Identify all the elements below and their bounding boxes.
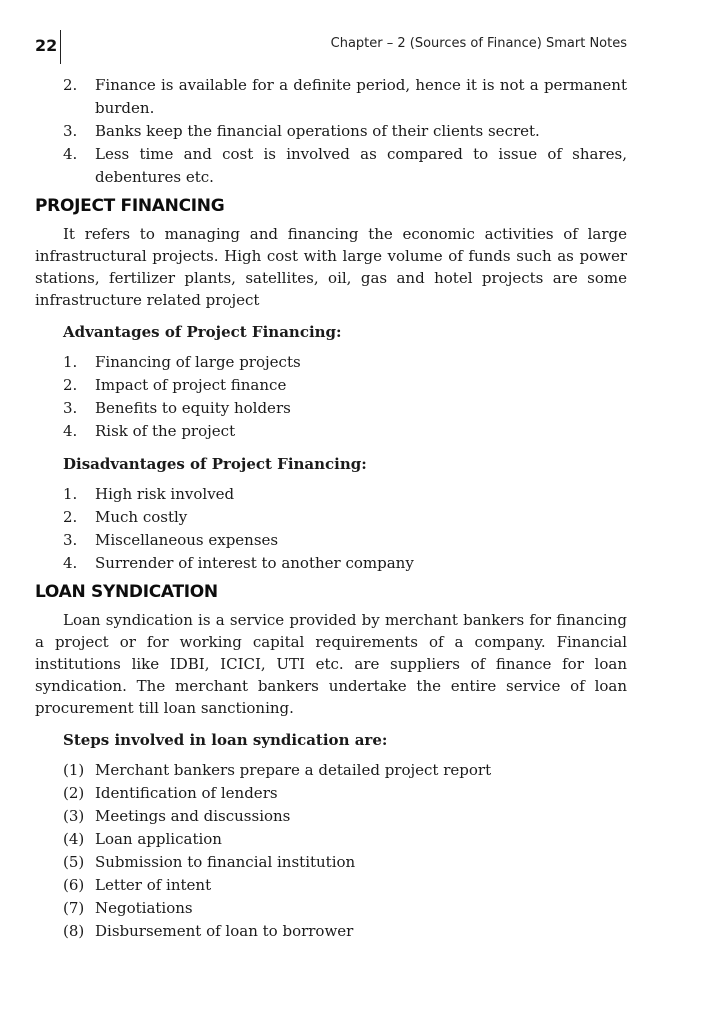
project-financing-paragraph: It refers to managing and financing the economic activities of large infrastructural projects. High cost with large volume of funds such as power stations, fertilizer plants, satellites, oil, gas and hotel projects are some infrastructure related project [35,225,627,309]
list-number: (8) [63,922,85,940]
list-text: Much costly [95,508,188,526]
list-item [35,782,627,805]
list-item [35,851,627,874]
advantages-list [35,351,627,443]
disadvantages-list [35,483,627,575]
list-text: Meetings and discussions [95,807,291,825]
list-text: Risk of the project [95,422,236,440]
disadvantages-heading: Disadvantages of Project Financing: [63,455,367,473]
list-number: 1. [63,353,78,371]
section-heading-project-financing: PROJECT FINANCING [35,196,225,216]
list-number: (7) [63,899,85,917]
list-number: 1. [63,485,78,503]
list-item [35,120,627,143]
advantages-heading: Advantages of Project Financing: [63,323,342,341]
list-number: 2. [63,376,78,394]
page-header [35,26,627,64]
steps-list [35,759,627,943]
list-item [35,920,627,943]
list-text: Letter of intent [95,876,212,894]
list-item [35,897,627,920]
list-text: Merchant bankers prepare a detailed project report [95,761,492,779]
list-item [35,506,627,529]
list-number: (3) [63,807,85,825]
list-text: Submission to financial institution [95,853,356,871]
list-number: (5) [63,853,85,871]
list-text: Surrender of interest to another company [95,554,414,572]
list-text: Financing of large projects [95,353,301,371]
list-number: 4. [63,554,78,572]
list-text: Loan application [95,830,222,848]
list-text: Disbursement of loan to borrower [95,922,354,940]
loan-syndication-paragraph: Loan syndication is a service provided by merchant bankers for financing a project or for working capital requirements of a company. Financial institutions like IDBI, ICICI, UTI etc. are suppliers of finance for loan syndication. The merchant bankers undertake the entire service of loan procurement till loan sanctioning. [35,611,627,717]
list-item [35,483,627,506]
list-item [35,374,627,397]
list-number: 4. [63,422,78,440]
steps-heading: Steps involved in loan syndication are: [63,731,388,749]
list-number: (6) [63,876,85,894]
list-text: Negotiations [95,899,193,917]
list-text: Miscellaneous expenses [95,531,279,549]
list-number: 3. [63,531,78,549]
running-title: Chapter – 2 (Sources of Finance) Smart Notes [330,36,627,51]
list-text: Banks keep the financial operations of their clients secret. [95,122,540,140]
list-item [35,529,627,552]
section-heading-loan-syndication: LOAN SYNDICATION [35,582,218,602]
intro-list [35,74,627,189]
list-item [35,351,627,374]
list-number: (4) [63,830,85,848]
list-item [35,759,627,782]
list-text: Less time and cost is involved as compared to issue of shares, debentures etc. [95,145,627,186]
list-item [35,874,627,897]
list-item [35,828,627,851]
list-number: 2. [63,76,78,94]
list-item [35,143,627,189]
list-item [35,552,627,575]
list-text: Impact of project finance [95,376,287,394]
list-item [35,397,627,420]
list-number: (1) [63,761,85,779]
list-number: 3. [63,122,78,140]
list-number: (2) [63,784,85,802]
list-text: Benefits to equity holders [95,399,291,417]
list-item [35,74,627,120]
list-item [35,420,627,443]
header-divider [60,30,61,64]
list-text: Identification of lenders [95,784,278,802]
list-number: 3. [63,399,78,417]
list-number: 2. [63,508,78,526]
page-content [35,74,627,943]
list-number: 4. [63,145,78,163]
page-number: 22 [35,36,58,55]
list-text: Finance is available for a definite period, hence it is not a permanent burden. [95,76,627,117]
list-item [35,805,627,828]
list-text: High risk involved [95,485,235,503]
